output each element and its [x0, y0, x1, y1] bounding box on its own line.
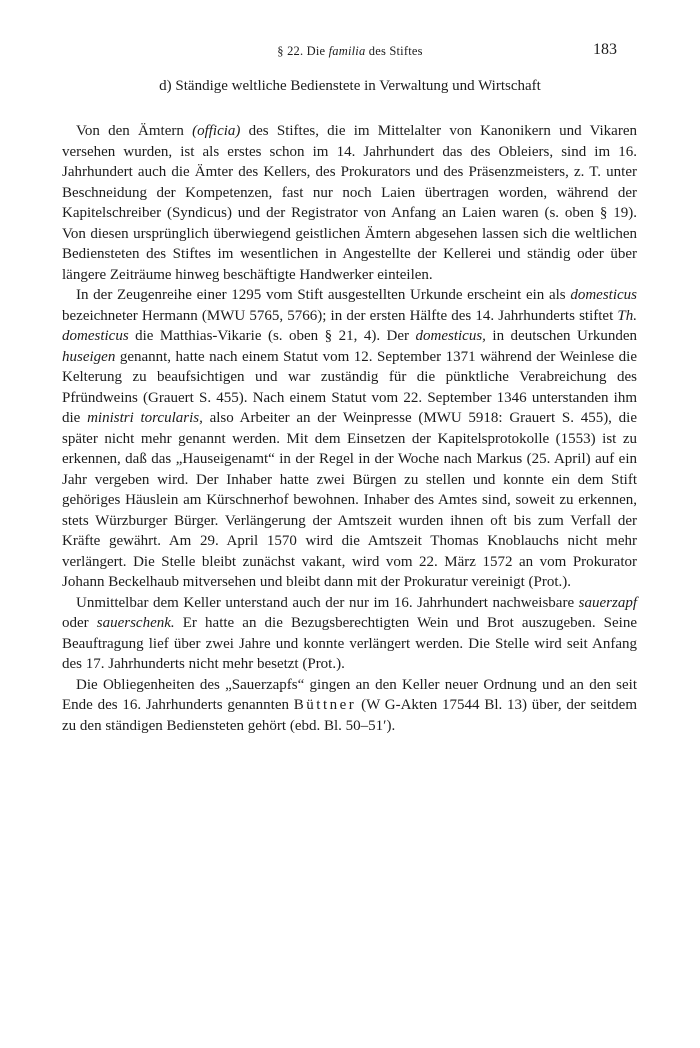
paragraph — [62, 593, 637, 675]
running-title-suffix: des Stiftes — [365, 44, 423, 58]
text-run: Unmittelbar dem Keller unterstand auch der nur im 16. Jahrhundert nachweisbare — [76, 594, 579, 611]
text-run: Von den Ämtern — [76, 123, 193, 139]
paragraph — [62, 675, 637, 737]
body-text — [62, 121, 637, 736]
italic-term: huseigen — [62, 348, 116, 365]
italic-term: (officia) — [192, 123, 241, 139]
paragraph — [62, 285, 637, 593]
italic-term: sauerschenk. — [96, 615, 175, 631]
paragraph — [62, 121, 637, 285]
text-run: oder — [62, 615, 97, 631]
italic-term: domesticus, — [415, 328, 486, 344]
italic-term: sauerzapf — [578, 594, 637, 611]
text-run: in deutschen Urkunden — [485, 328, 637, 344]
text-run: bezeichneter Hermann (MWU 5765, 5766); in der ersten Hälfte des 14. Jahrhunderts stiftet — [62, 307, 618, 324]
text-run: genannt, hatte nach einem Statut vom 12. September 1371 während der Weinlese die Kelterung zu beaufsichtigen und war zuständig für die pünktliche Verabreichung des Pfründweins (Grauert S. 455). Nach einem Statut vom 22. September 1346 unterstanden ihm die — [62, 348, 637, 426]
text-run: also Arbeiter an der Weinpresse (MWU 5918: Grauert S. 455), die später nicht mehr genannt werden. Mit dem Einsetzen der Kapitelsprotokolle (1553) ist zu erkennen, daß das „Hauseigenamt“ in der Regel in der Woche nach Markus (25. April) auf ein Jahr vergeben wird. Der Inhaber hatte zwei Bürgen zu stellen und konnte ein dem Stift gehöriges Häuslein am Kürschnerhof bewohnen. Inhaber des Amtes sind, soweit zu erkennen, stets Würzburger Bürger. Verlängerung der Amtszeit wurden ihnen oft bis zum Verfall der Kräfte gewährt. Am 29. April 1570 wird die Amtszeit Thomas Knoblauchs nicht mehr verlängert. Die Stelle bleibt zunächst vakant, wird vom 22. März 1572 an vom Prokurator Johann Beckelhaub mitversehen und bleibt dann mit der Prokuratur vereinigt (Prot.). — [62, 410, 637, 590]
page-number: 183 — [593, 41, 617, 58]
text-run: des Stiftes, die im Mittelalter von Kanonikern und Vikaren versehen wurden, ist als erstes schon im 14. Jahrhundert das des Obleiers, sind im 16. Jahrhundert auch die Ämter des Kellers, des Prokurators und des Präsenzmeisters, z. T. unter Beschneidung der Kompetenzen, fast nur noch Laien übertragen worden, während der Kapitelschreiber (Syndicus) und der Registrator von Anfang an Laien waren (s. oben § 19). Von diesen ursprünglich überwiegend geistlichen Ämtern abgesehen lassen sich die weltlichen Bediensteten des Stiftes im wesentlichen in Angestellte der Kellerei und ständig oder über längere Zeiträume hinweg beschäftigte Handwerker einteilen. — [62, 123, 637, 283]
running-head — [0, 41, 700, 64]
italic-term: Th. domesticus — [62, 307, 637, 344]
text-run: Die Obliegenheiten des „Sauerzapfs“ gingen an den Keller neuer Ordnung und an den seit Ende des 16. Jahrhunderts genannten — [62, 676, 637, 713]
italic-term: domesticus — [570, 287, 637, 303]
running-title-prefix: § 22. Die — [277, 44, 329, 58]
spaced-term: Büttner — [293, 697, 357, 713]
italic-term: ministri torcularis, — [87, 410, 203, 426]
running-title-italic: familia — [328, 44, 366, 58]
text-run: In der Zeugenreihe einer 1295 vom Stift ausgestellten Urkunde erscheint ein als — [76, 287, 571, 303]
section-heading: d) Ständige weltliche Bedienstete in Verwaltung und Wirtschaft — [159, 78, 541, 94]
text-run: (W G-Akten 17544 Bl. 13) über, der seitdem zu den ständigen Bediensteten gehört (ebd. Bl. 50–51′). — [62, 697, 637, 734]
text-run: die Matthias-Vikarie (s. oben § 21, 4). Der — [128, 328, 416, 344]
text-run: Er hatte an die Bezugsberechtigten Wein und Brot auszugeben. Seine Beauftragung lief über zwei Jahre und konnte verlängert werden. Die Stelle wird seit Anfang des 17. Jahrhunderts nicht mehr besetzt (Prot.). — [62, 615, 637, 672]
